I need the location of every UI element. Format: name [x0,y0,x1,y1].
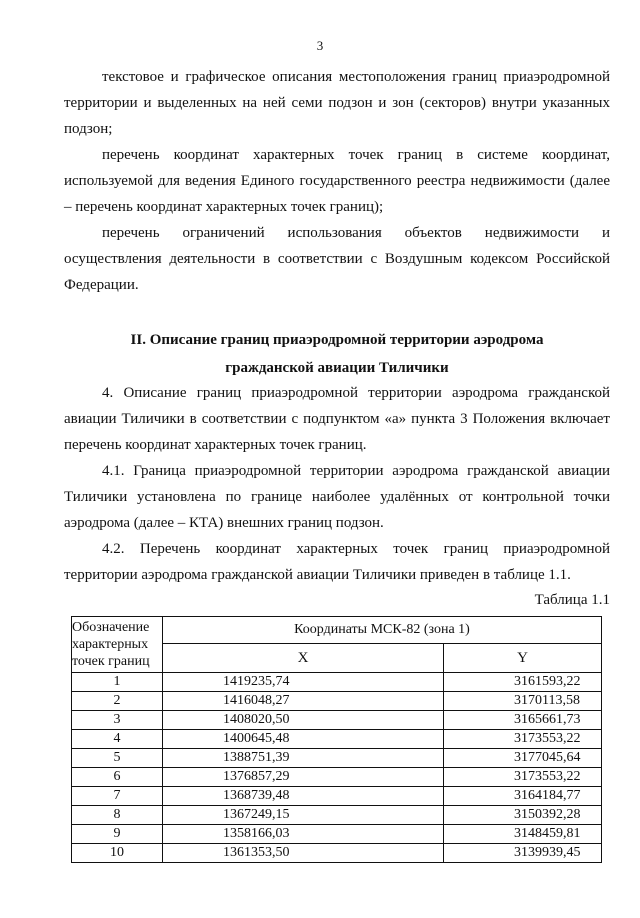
cell-point-id: 9 [72,825,163,844]
cell-x: 1416048,27 [163,692,444,711]
cell-point-id: 4 [72,730,163,749]
cell-y: 3148459,81 [444,825,602,844]
cell-y: 3150392,28 [444,806,602,825]
cell-x: 1358166,03 [163,825,444,844]
paragraph-text: 4.2. Перечень координат характерных точек границ приаэродромной территории аэродрома гражданской авиации Тиличики приведен в таблице 1.1. [64,541,610,583]
cell-y: 3164184,77 [444,787,602,806]
cell-x: 1388751,39 [163,749,444,768]
cell-y: 3173553,22 [444,730,602,749]
cell-point-id: 1 [72,673,163,692]
cell-x: 1368739,48 [163,787,444,806]
table-caption: Таблица 1.1 [534,592,610,608]
header-y: Y [444,644,602,673]
coordinates-table [71,616,602,863]
paragraph-item-4 [64,380,610,458]
cell-point-id: 2 [72,692,163,711]
paragraph-coordinate-list [64,142,610,220]
cell-y: 3165661,73 [444,711,602,730]
table-row [72,787,602,806]
table-row [72,692,602,711]
cell-y: 3173553,22 [444,768,602,787]
paragraph-text: 4.1. Граница приаэродромной территории аэродрома гражданской авиации Тиличики установлена по границе наиболее удалённых от контрольной точки аэродрома (далее – КТА) внешних границ подзон. [64,463,610,531]
paragraph-item-4-2 [64,536,610,588]
cell-point-id: 10 [72,844,163,863]
paragraph-text: перечень координат характерных точек границ в системе координат, используемой для ведения Единого государственного реестра недвижимости (далее – перечень координат характерных точек границ); [64,147,610,215]
table-row [72,730,602,749]
table-row [72,711,602,730]
table-row [72,768,602,787]
table-row [72,825,602,844]
cell-y: 3170113,58 [444,692,602,711]
header-point-label: Обозначение характерных точек границ [72,617,163,673]
cell-x: 1400645,48 [163,730,444,749]
cell-y: 3139939,45 [444,844,602,863]
section-heading [64,326,610,382]
table-row [72,749,602,768]
paragraph-restrictions [64,220,610,298]
paragraph-text: 4. Описание границ приаэродромной территории аэродрома гражданской авиации Тиличики в соответствии с подпунктом «а» пункта 3 Положения включает перечень координат характерных точек границ. [64,385,610,453]
cell-y: 3161593,22 [444,673,602,692]
header-coordinates-group: Координаты МСК-82 (зона 1) [163,617,602,644]
cell-x: 1408020,50 [163,711,444,730]
cell-point-id: 7 [72,787,163,806]
paragraph-item-4-1 [64,458,610,536]
cell-x: 1367249,15 [163,806,444,825]
cell-x: 1361353,50 [163,844,444,863]
cell-x: 1419235,74 [163,673,444,692]
paragraph-text-description [64,64,610,142]
page-number: 3 [316,38,324,53]
paragraph-text: перечень ограничений использования объектов недвижимости и осуществления деятельности в соответствии с Воздушным кодексом Российской Федерации. [64,225,610,293]
table-row [72,844,602,863]
section-heading-line2: гражданской авиации Тиличики [225,360,449,376]
table-row [72,806,602,825]
cell-y: 3177045,64 [444,749,602,768]
header-x: X [163,644,444,673]
table-row [72,673,602,692]
cell-x: 1376857,29 [163,768,444,787]
section-heading-line1: II. Описание границ приаэродромной территории аэродрома [130,332,544,348]
cell-point-id: 3 [72,711,163,730]
paragraph-text: текстовое и графическое описания местоположения границ приаэродромной территории и выделенных на ней семи подзон и зон (секторов) внутри указанных подзон; [64,69,610,137]
cell-point-id: 6 [72,768,163,787]
cell-point-id: 5 [72,749,163,768]
cell-point-id: 8 [72,806,163,825]
